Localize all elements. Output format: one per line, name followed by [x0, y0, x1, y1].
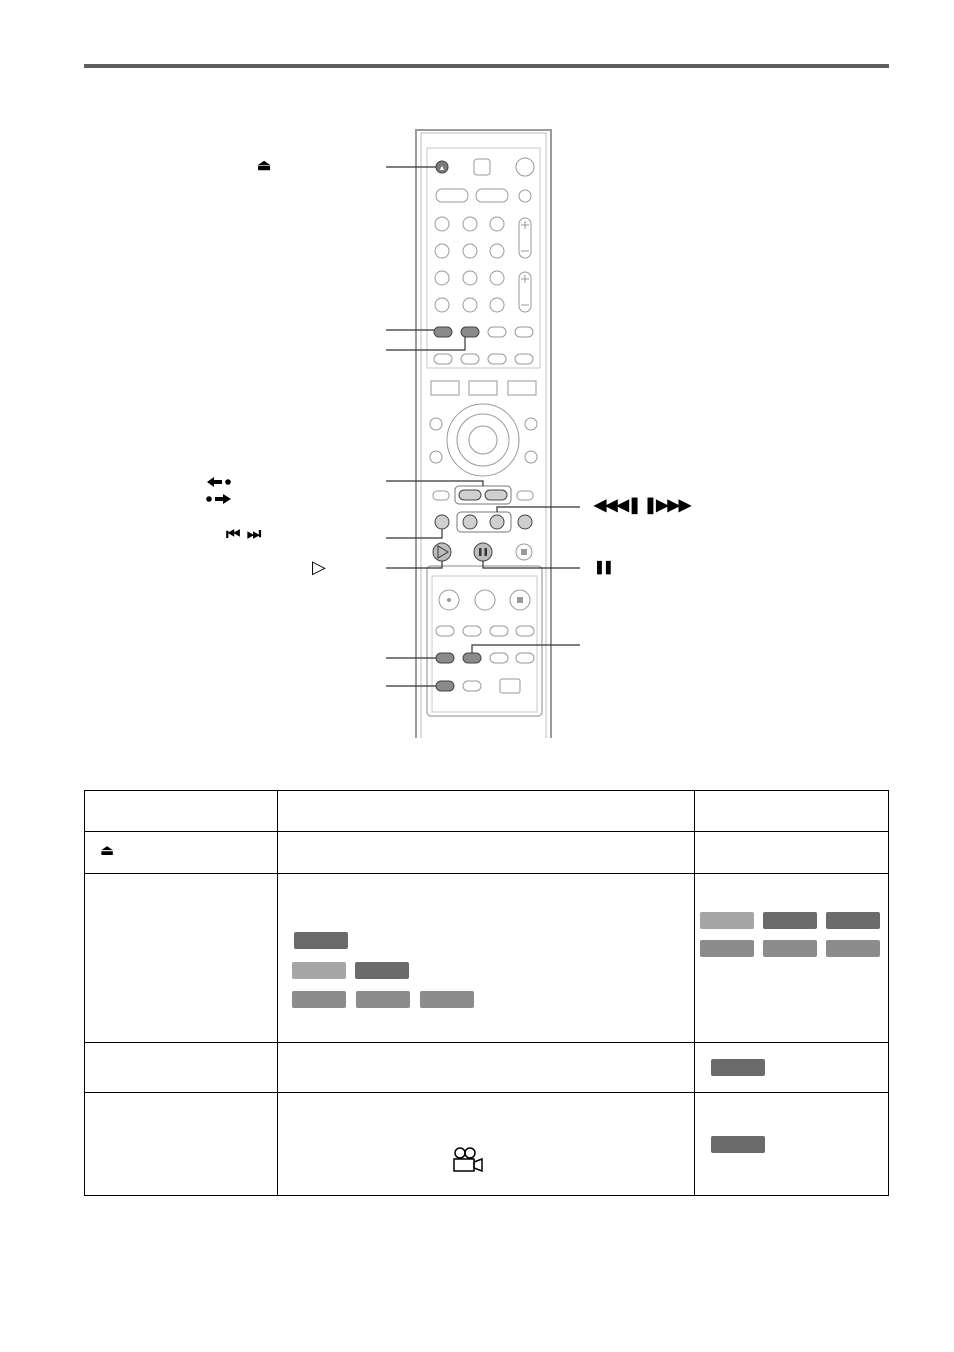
disc-badge: [420, 991, 474, 1008]
camera-icon: [452, 1147, 484, 1173]
table-cell: [277, 1093, 695, 1196]
table-cell: [695, 1043, 889, 1093]
table-cell: [695, 791, 889, 832]
table-cell: [277, 832, 695, 874]
disc-badge: [763, 940, 817, 957]
table-cell: [85, 791, 278, 832]
table-cell: [695, 832, 889, 874]
disc-badge: [763, 912, 817, 929]
replay-advance-callout: [205, 474, 239, 508]
table-cell: [695, 1093, 889, 1196]
table-row: [85, 1093, 889, 1196]
table-cell: [85, 874, 278, 1043]
table-row: [85, 1043, 889, 1093]
disc-badge: [711, 1136, 765, 1153]
table-cell: [695, 874, 889, 1043]
disc-badge: [826, 912, 880, 929]
scan-slow-callout: ◀◀◀❚ ❚▶▶▶: [594, 497, 691, 514]
play-callout: ▷: [312, 557, 326, 577]
eject-symbol: ⏏: [100, 842, 115, 859]
table-row: [85, 832, 889, 874]
disc-badge: [826, 940, 880, 957]
table-cell: [85, 1093, 278, 1196]
prev-next-callout: ⏮ ⏭: [226, 526, 263, 543]
table-cell: [85, 1043, 278, 1093]
table-cell: [277, 874, 695, 1043]
table-row: [85, 874, 889, 1043]
disc-badge: [711, 1059, 765, 1076]
disc-badge: [700, 912, 754, 929]
table-cell: [277, 1043, 695, 1093]
disc-badge: [356, 991, 410, 1008]
eject-callout: ⏏: [257, 157, 272, 174]
disc-badge: [294, 932, 348, 949]
table-cell: [85, 832, 278, 874]
table-cell: [277, 791, 695, 832]
feature-table: [84, 790, 889, 1196]
svg-text:▲: ▲: [438, 165, 446, 172]
replay-advance-icon: [205, 474, 239, 508]
disc-badge: [355, 962, 409, 979]
table-header-row: [85, 791, 889, 832]
pause-callout: ❚❚: [594, 559, 612, 574]
disc-badge: [700, 940, 754, 957]
disc-badge: [292, 991, 346, 1008]
disc-badge: [292, 962, 346, 979]
